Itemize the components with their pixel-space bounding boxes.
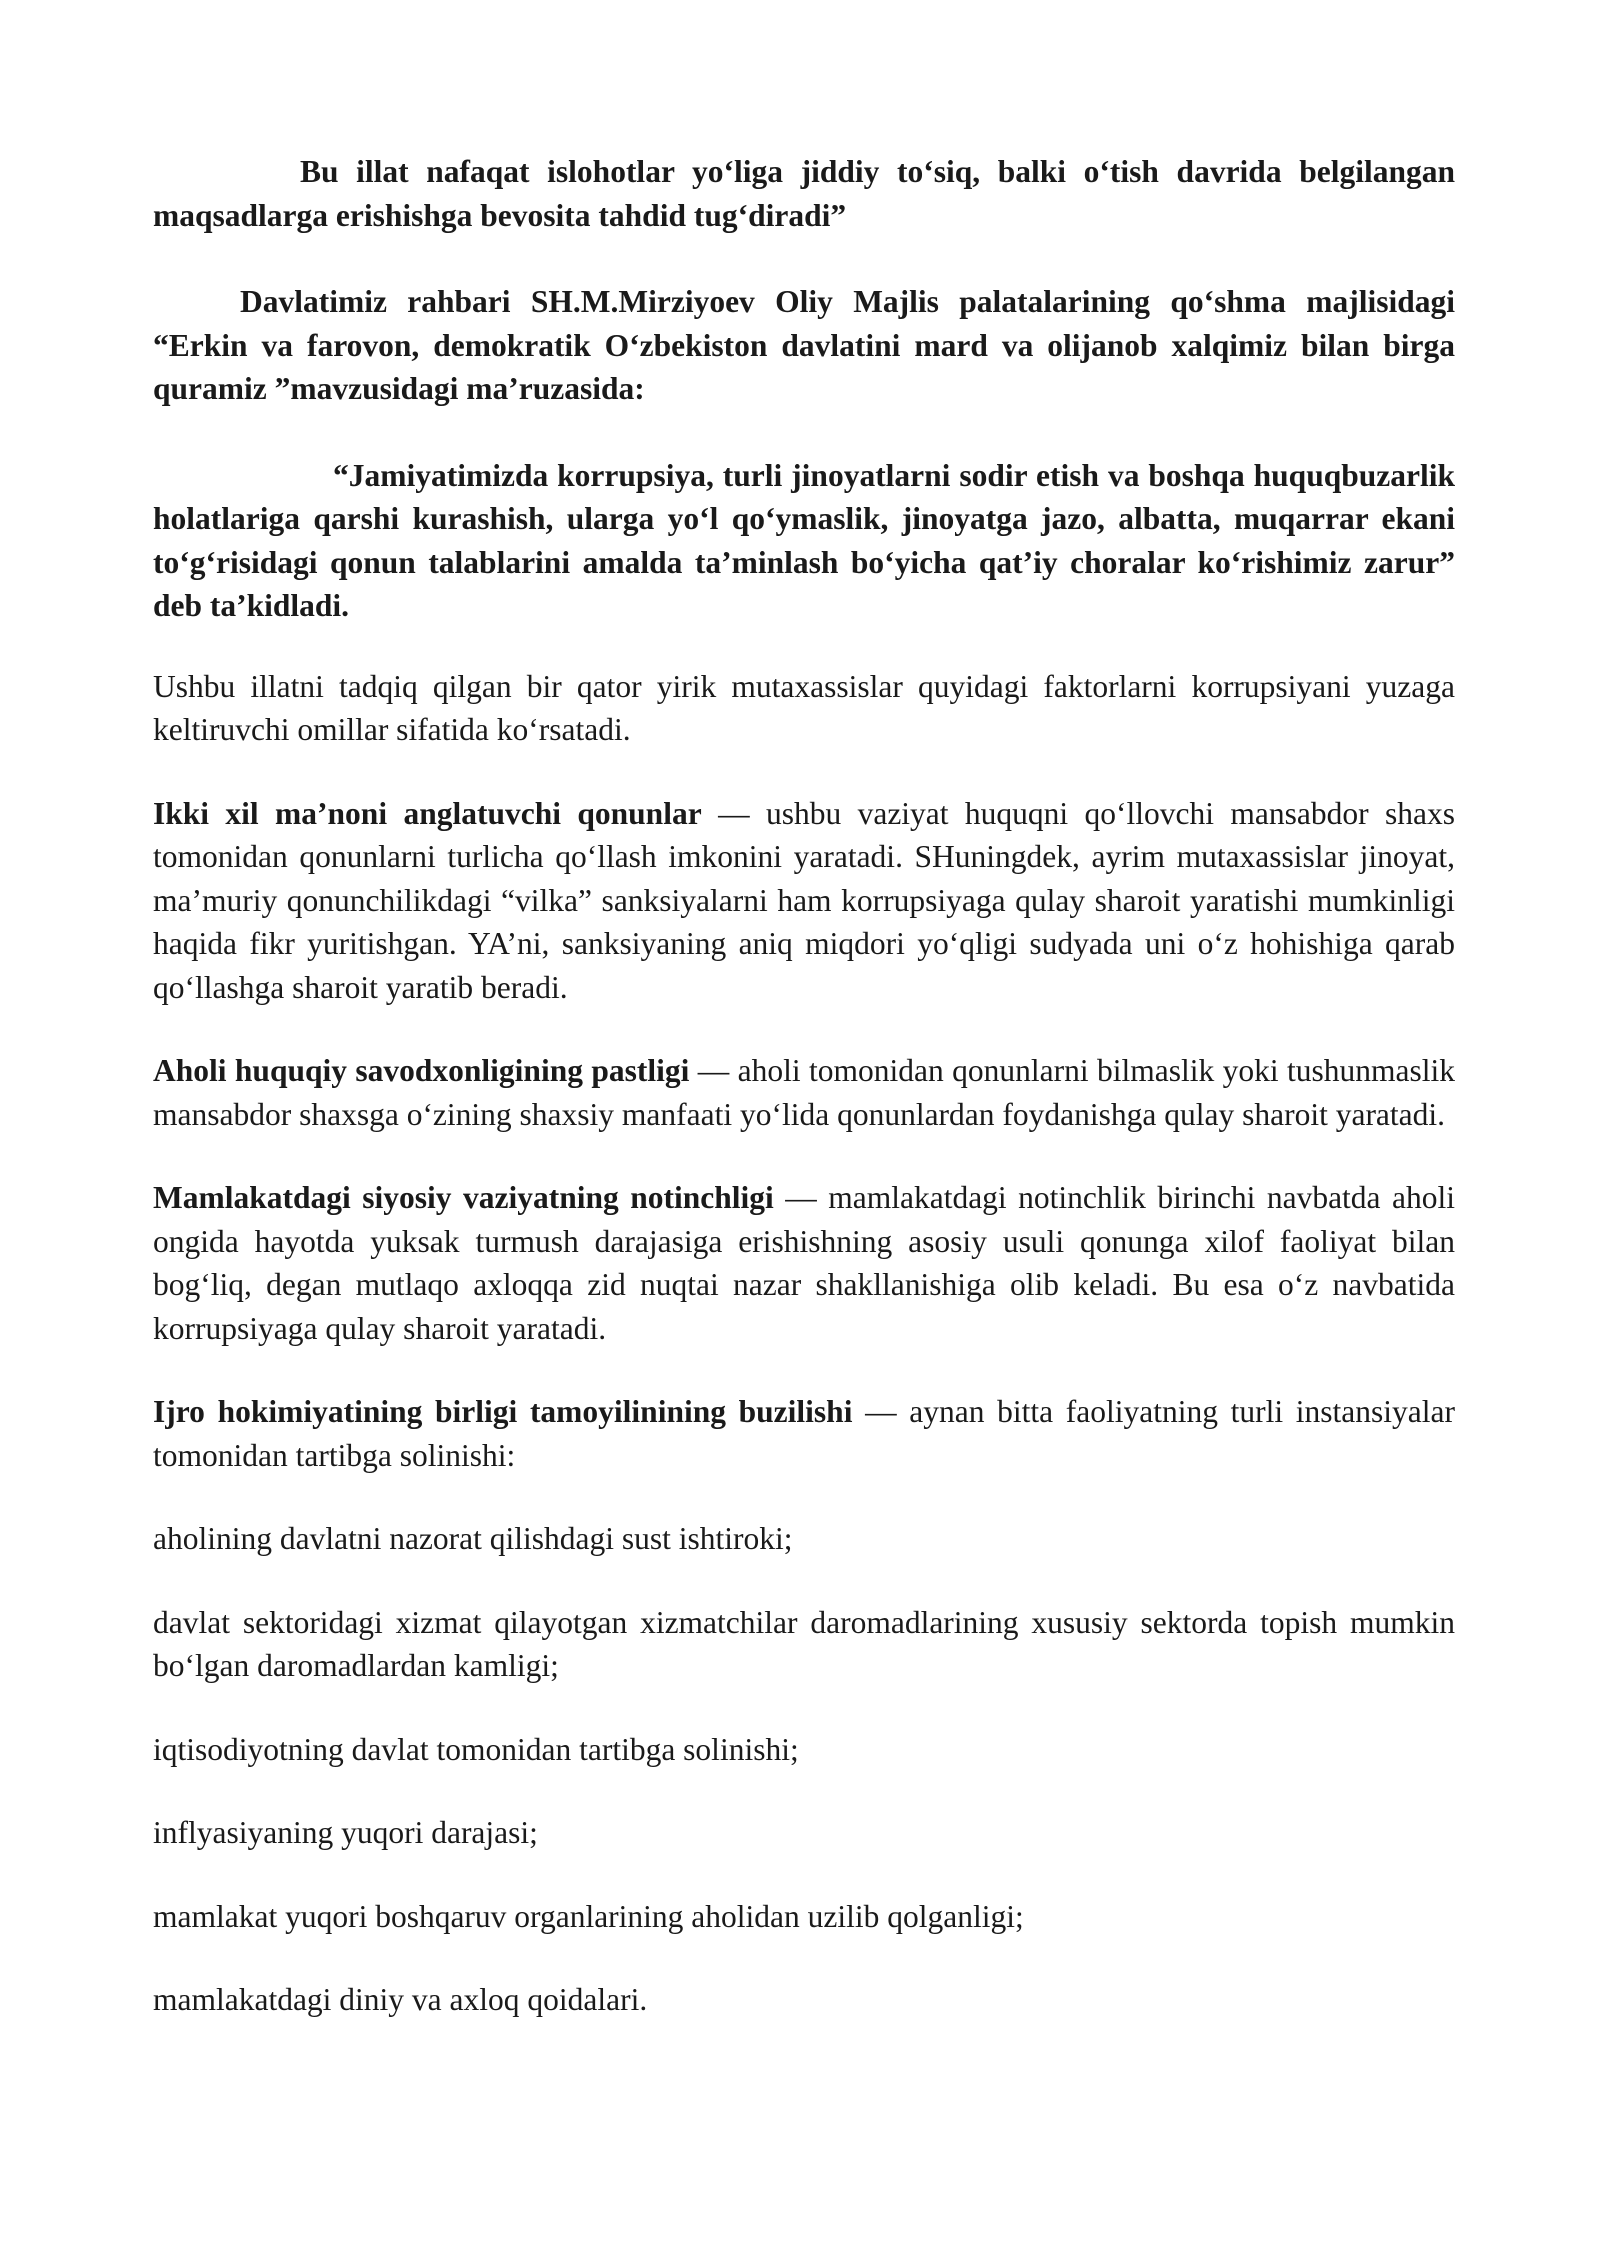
- factor-paragraph: [153, 1176, 1455, 1350]
- factor-term: Ikki xil ma’noni anglatuvchi qonunlar: [153, 795, 702, 831]
- list-item: inflyasiyaning yuqori darajasi;: [153, 1815, 538, 1850]
- factor-text: — mamlakatdagi notinchlik birinchi navbatda aholi ongida hayotda yuksak turmush darajasiga erishishning asosiy usuli qonunga xilof faoliyat bilan bog‘liq, degan mutlaqo axloqqa zid nuqtai nazar shakllanishiga olib keladi. Bu esa o‘z navbatida korrupsiyaga qulay sharoit yaratadi.: [153, 1180, 1456, 1346]
- president-speech-intro: Davlatimiz rahbari SH.M.Mirziyoev Oliy Majlis palatalarining qo‘shma majlisidagi “Erkin va farovon, demokratik O‘zbekiston davlatini mard va olijanob xalqimiz bilan birga quramiz ”mavzusidagi ma’ruzasida:: [153, 284, 1455, 406]
- factor-paragraph: [153, 1049, 1455, 1136]
- president-quote: “Jamiyatimizda korrupsiya, turli jinoyatlarni sodir etish va boshqa huquqbuzarlik holatlariga qarshi kurashish, ularga yo‘l qo‘ymaslik, jinoyatga jazo, albatta, muqarrar ekani to‘g‘risidagi qonun talablarini amalda ta’minlash bo‘yicha qat’iy choralar ko‘rishimiz zarur” deb ta’kidladi.: [153, 457, 1455, 623]
- quote-closing-paragraph: Bu illat nafaqat islohotlar yo‘liga jiddiy to‘siq, balki o‘tish davrida belgilangan maqsadlarga erishishga bevosita tahdid tug‘diradi”: [153, 154, 1455, 233]
- list-item: iqtisodiyotning davlat tomonidan tartibga solinishi;: [153, 1731, 799, 1767]
- list-item: davlat sektoridagi xizmat qilayotgan xizmatchilar daromadlarining xususiy sektorda topish mumkin bo‘lgan daromadlardan kamligi;: [153, 1604, 1455, 1683]
- factor-text: — aynan bitta faoliyatning turli instansiyalar tomonidan tartibga solinishi:: [153, 1394, 1455, 1473]
- list-item: mamlakat yuqori boshqaruv organlarining aholidan uzilib qolganligi;: [153, 1898, 1024, 1934]
- list-item: mamlakatdagi diniy va axloq qoidalari.: [153, 1982, 648, 2017]
- factor-paragraph: [153, 792, 1455, 1010]
- list-item: aholining davlatni nazorat qilishdagi sust ishtiroki;: [153, 1521, 793, 1556]
- factor-term: Ijro hokimiyatining birligi tamoyilinining buzilishi: [153, 1394, 853, 1429]
- factors-intro: Ushbu illatni tadqiq qilgan bir qator yirik mutaxassislar quyidagi faktorlarni korrupsiyani yuzaga keltiruvchi omillar sifatida ko‘rsatadi.: [153, 668, 1455, 747]
- factor-text: — aholi tomonidan qonunlarni bilmaslik yoki tushunmaslik mansabdor shaxsga o‘zining shaxsiy manfaati yo‘lida qonunlardan foydanishga qulay sharoit yaratadi.: [153, 1053, 1455, 1132]
- factor-term: Mamlakatdagi siyosiy vaziyatning notinchligi: [153, 1180, 774, 1215]
- factor-paragraph: [153, 1390, 1455, 1477]
- factor-text: — ushbu vaziyat huquqni qo‘llovchi mansabdor shaxs tomonidan qonunlarni turlicha qo‘llash imkonini yaratadi. SHuningdek, ayrim mutaxassislar jinoyat, ma’muriy qonunchilikdagi “vilka” sanksiyalarni ham korrupsiyaga qulay sharoit yaratishi mumkinligi haqida fikr yuritishgan. YA’ni, sanksiyaning aniq miqdori yo‘qligi sudyada uni o‘z hohishiga qarab qo‘llashga sharoit yaratib beradi.: [153, 795, 1455, 1005]
- factor-term: Aholi huquqiy savodxonligining pastligi: [153, 1053, 690, 1088]
